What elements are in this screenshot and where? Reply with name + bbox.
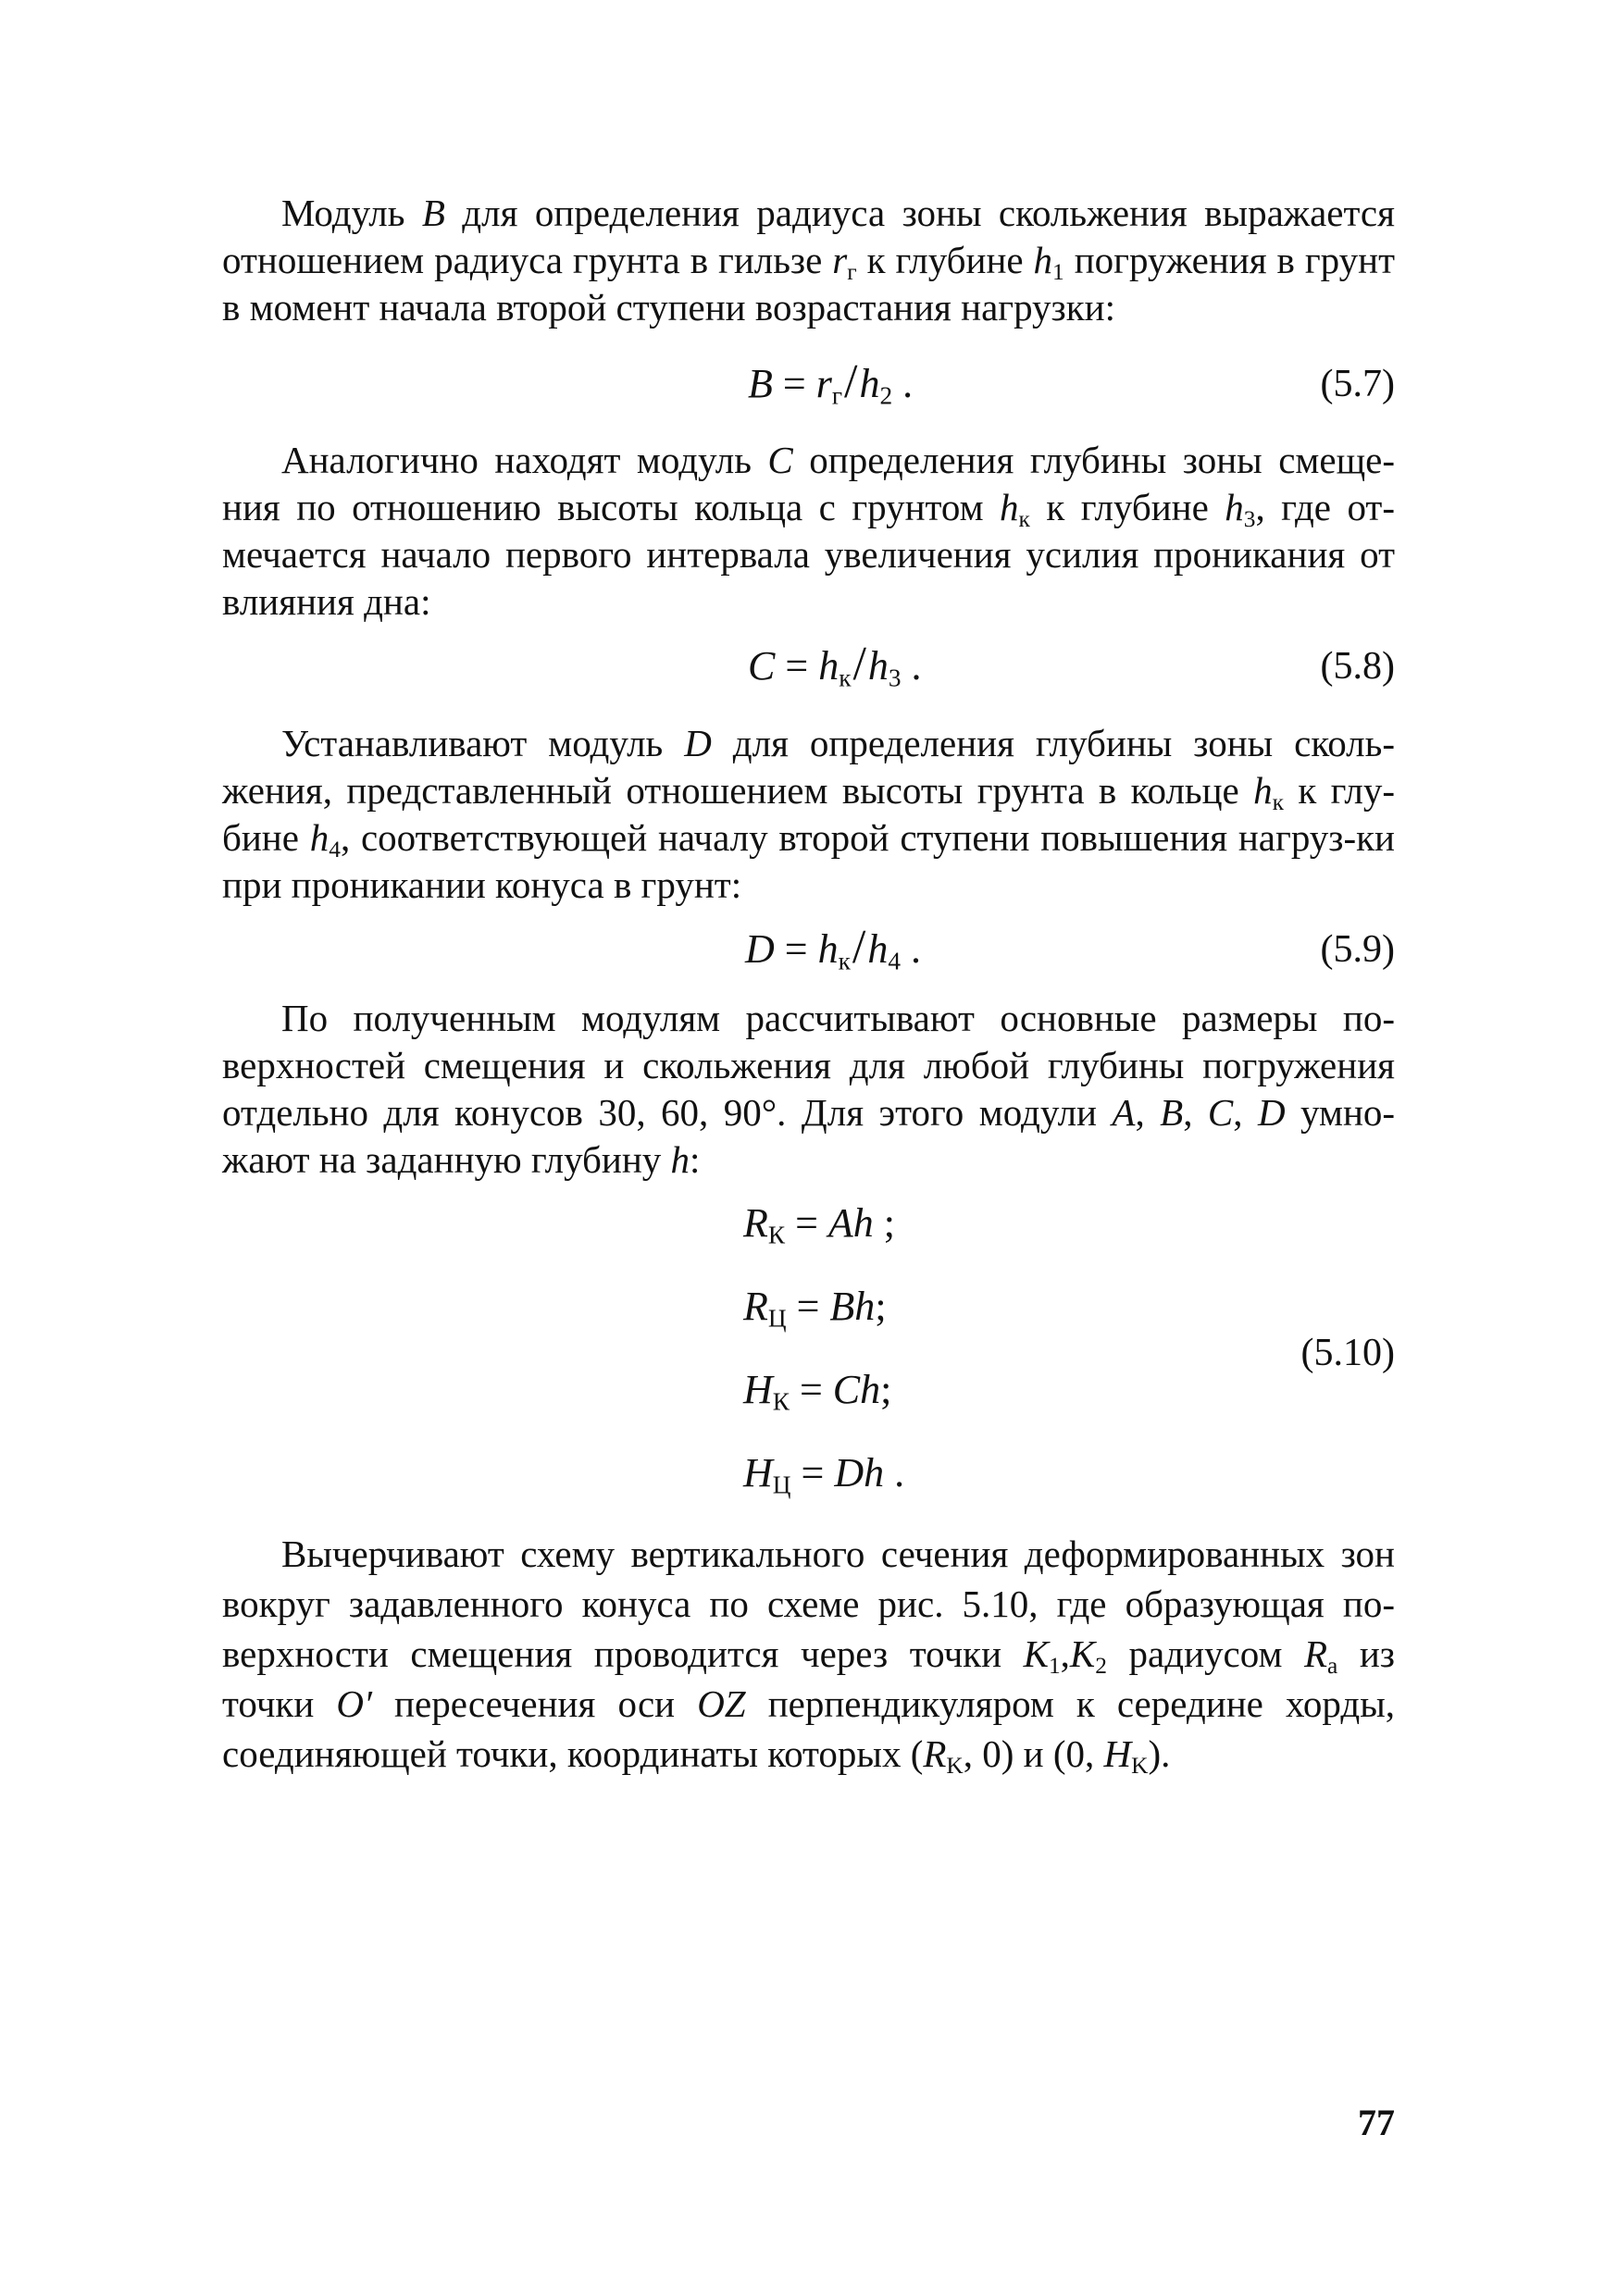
paragraph-module-d: Устанавливают модуль D для определения глубины зоны сколь-жения, представленный отношением высоты грунта в кольце $h_к$ к глу-бине $h_4$, соответствующей началу второй ступени повышения нагруз-ки при проникании конуса в грунт: [222,722,1395,906]
equation-number-5-8: (5.8) [1320,645,1395,688]
equation-5-10-line-2: $R_Ц = Bh$; [743,1284,887,1333]
equation-number-5-10: (5.10) [1300,1332,1395,1374]
equation-5-7: $B = r_г/h_2$ . [748,355,914,410]
equation-5-9: $D = h_к/h_4$ . [745,921,921,975]
equation-number-5-7: (5.7) [1320,363,1395,405]
paragraph-module-c: Аналогично находят модуль C определения глубины зоны смеще-ния по отношению высоты кольца с грунтом $h_к$ к глубине $h_3$, где от-мечается начало первого интервала увеличения усилия проникания от влияния дна: [222,439,1395,623]
equation-5-10-line-1: $R_К = Ah$ ; [743,1200,896,1249]
page-number: 77 [1358,2102,1395,2143]
equation-5-8: $C = h_к/h_3$ . [748,638,922,692]
equation-number-5-9: (5.9) [1320,928,1395,971]
equation-5-10-line-3: $H_К = Ch$; [743,1367,892,1416]
paragraph-drawing-scheme: Вычерчивают схему вертикального сечения деформированных зон вокруг задавленного конуса по схеме рис. 5.10, где образующая по-верхности смещения проводится через точки $K_1,K_2$ радиусом $R_a$ из точки O′ пересечения оси OZ перпендикуляром к середине хорды, соединяющей точки, координаты которых ($R_K$, 0) и (0, $H_K$). [222,1533,1396,1780]
paragraph-modules-multiply: По полученным модулям рассчитывают основные размеры по-верхностей смещения и скольжения для любой глубины погружения отдельно для конусов 30, 60, 90°. Для этого модули A, B, C, D умно-жают на заданную глубину h: [222,997,1396,1181]
paragraph-module-b: Модуль B для определения радиуса зоны скольжения выражается отношением радиуса грунта в гильзе $r_г$ к глубине $h_1$ погружения в грунт в момент начала второй ступени возрастания нагрузки: [222,192,1396,329]
equation-5-10-line-4: $H_Ц = Dh$ . [743,1450,905,1499]
